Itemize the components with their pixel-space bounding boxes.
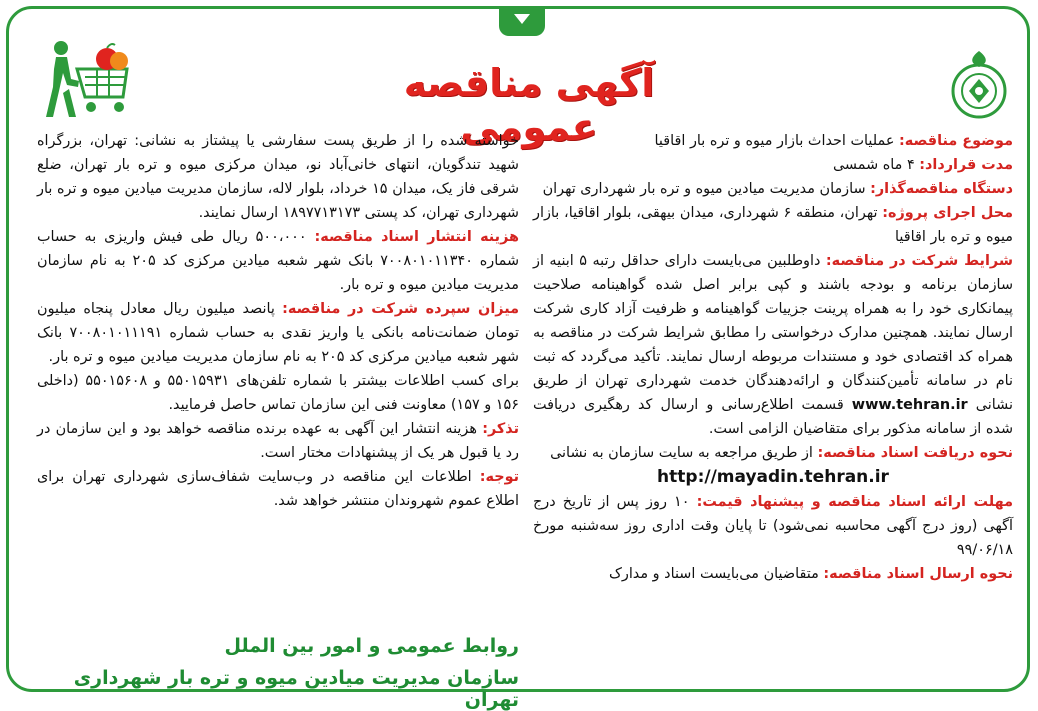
receive-label: نحوه دریافت اسناد مناقصه: [817,445,1013,461]
frame-tab [499,6,545,36]
mayadin-website-link[interactable]: http://mayadin.tehran.ir [657,467,889,487]
deposit-label: میزان سپرده شرکت در مناقصه: [282,301,520,317]
note-label: توجه: [479,469,520,485]
deadline-paragraph [533,490,1013,562]
duration-paragraph [533,153,1013,177]
duration-label: مدت قرارداد: [919,157,1013,173]
publish-cost-paragraph [37,225,519,297]
subject-value: عملیات احداث بازار میوه و تره بار اقاقیا [654,133,895,149]
location-paragraph [533,201,1013,249]
send-label: نحوه ارسال اسناد مناقصه: [823,566,1013,582]
footer-organization: سازمان مدیریت میادین میوه و تره بار شهرداری تهران [73,667,519,711]
send-paragraph [533,562,1013,586]
note-paragraph [37,465,519,513]
deposit-paragraph [37,297,519,369]
notice-frame [6,6,1030,711]
page-title: آگهی مناقصه عمومی [403,61,655,149]
note-value: اطلاعات این مناقصه در وب‌سایت شفاف‌سازی شهرداری تهران برای اطلاع عموم شهروندان منتشر خواهد شد. [37,469,519,509]
deadline-label: مهلت ارائه اسناد مناقصه و پیشنهاد قیمت: [696,494,1013,510]
info-text: برای کسب اطلاعات بیشتر با شماره تلفن‌های ۵۵۰۱۵۹۳۱ و ۵۵۰۱۵۶۰۸ (داخلی ۱۵۶ و ۱۵۷) معاونت فنی این سازمان تماس حاصل فرمایید. [37,373,519,413]
organizer-value: سازمان مدیریت میادین میوه و تره بار شهرداری تهران [542,181,866,197]
right-column [533,129,1013,586]
footer-public-relations: روابط عمومی و امور بین الملل [224,635,519,657]
location-label: محل اجرای پروژه: [882,205,1014,221]
subject-label: موضوع مناقصه: [899,133,1013,149]
shopping-cart-person-icon [45,39,135,121]
receive-url-paragraph [533,465,1013,490]
deposit-value: پانصد میلیون ریال معادل پنجاه میلیون تومان ضمانت‌نامه بانکی یا واریز نقدی به حساب شماره ۷۰۰۸۰۱۰۱۱۱۹۱ بانک شهر شعبه میادین مرکزی کد ۲۰۵ به نام سازمان مدیریت میادین میوه و تره بار. [37,301,519,365]
conditions-label: شرایط شرکت در مناقصه: [825,253,1014,269]
receive-paragraph [533,441,1013,465]
send-value: متقاضیان می‌بایست اسناد و مدارک [608,566,819,582]
emphasis-text-a: تأکید می‌گردد که ثبت نام در سامانه تأمین‌کنندگان و ارائه‌دهندگان خدمت شهرداری تهران از طریق نشانی [533,349,1013,413]
send-continued-paragraph [37,129,519,225]
emphasis-text-b: قسمت اطلاع‌رسانی و ارسال کد رهگیری دریافت شده از سامانه مذکور برای متقاضیان الزامی است. [533,397,1013,437]
send-continued-value: خواسته شده را از طریق پست سفارشی یا پیشتاز به نشانی: تهران، بزرگراه شهید تندگویان، انتهای خانی‌آباد نو، میدان مرکزی میوه و تره بار تهران، ضلع شرقی فاز یک، میدان ۱۵ خرداد، بلوار لاله، سازمان مدیریت میادین میوه و تره بار شهرداری تهران، کد پستی ۱۸۹۷۷۱۳۱۷۳ ارسال نمایند. [37,133,520,221]
reminder-value: هزینه انتشار این آگهی به عهده برنده مناقصه خواهد بود و این سازمان در رد یا قبول هر یک از پیشنهادات مختار است. [37,421,519,461]
organizer-paragraph [533,177,1013,201]
conditions-value: داوطلبین می‌بایست دارای حداقل رتبه ۵ ابنیه از سازمان برنامه و بودجه باشند و کپی برابر اصل شده گواهینامه صلاحیت پیمانکاری خود را به همراه پرینت جزییات گواهینامه و ظرفیت آزاد کاری شرکت ارسال نمایند. همچنین مدارک درخواستی را مطابق شرایط شرکت در مناقصه به همراه کد اقتصادی خود و مستندات مربوطه ارسال نمایند. [533,253,1013,365]
tehran-website-link[interactable]: www.tehran.ir [851,397,968,413]
publish-cost-label: هزینه انتشار اسناد مناقصه: [314,229,520,245]
reminder-paragraph [37,417,519,465]
left-column [37,129,519,513]
receive-value: از طریق مراجعه به سایت سازمان به نشانی [550,445,813,461]
reminder-label: تذکر: [482,421,520,437]
publish-cost-value: ۵۰۰،۰۰۰ ریال طی فیش واریزی به حساب شماره ۷۰۰۸۰۱۰۱۱۳۴۰ بانک شهر شعبه میادین مرکزی کد ۲۰۵ به نام سازمان مدیریت میادین میوه و تره بار. [37,229,520,293]
info-paragraph [37,369,519,417]
organizer-label: دستگاه مناقصه‌گذار: [870,181,1013,197]
tehran-municipality-logo-icon [947,47,1011,119]
duration-value: ۴ ماه شمسی [832,157,915,173]
subject-paragraph [533,129,1013,153]
conditions-paragraph [533,249,1013,441]
deadline-value: ۱۰ روز پس از تاریخ درج آگهی (روز درج آگهی محاسبه نمی‌شود) تا پایان وقت اداری روز سه‌شنبه مورخ ۹۹/۰۶/۱۸ [533,494,1013,558]
location-value: تهران، منطقه ۶ شهرداری، میدان بیهقی، بلوار اقاقیا، بازار میوه و تره بار اقاقیا [533,205,1013,245]
